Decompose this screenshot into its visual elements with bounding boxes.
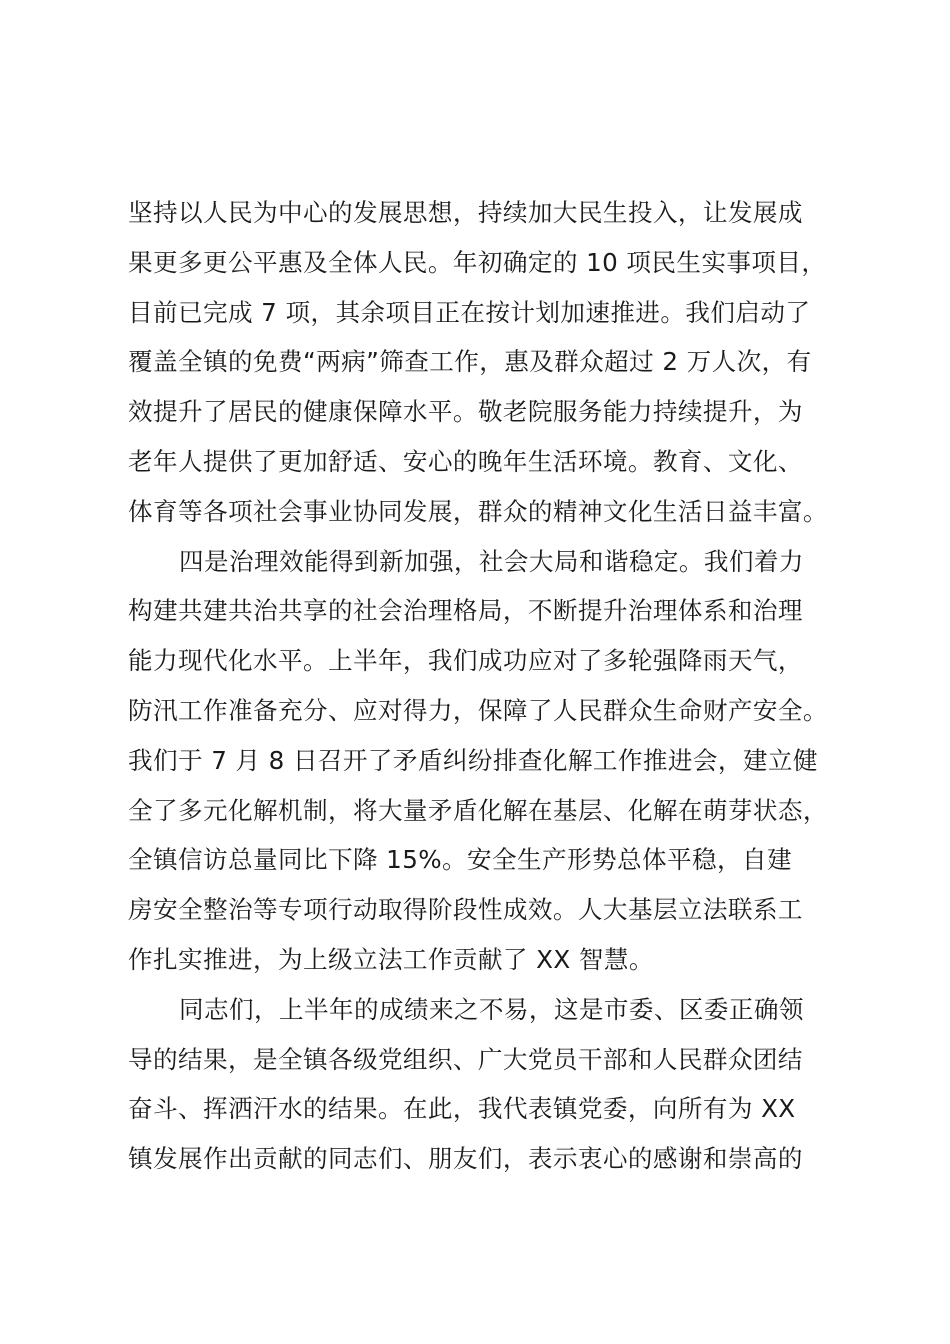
paragraph-gratitude	[128, 985, 848, 1184]
text-line: 镇发展作出贡献的同志们、朋友们，表示衷心的感谢和崇高的	[128, 1144, 803, 1174]
text-line: 构建共建共治共享的社会治理格局，不断提升治理体系和治理	[128, 596, 803, 626]
text-line: 导的结果，是全镇各级党组织、广大党员干部和人民群众团结	[128, 1044, 803, 1074]
text-line: 全了多元化解机制，将大量矛盾化解在基层、化解在萌芽状态，	[128, 795, 828, 825]
paragraph-governance	[128, 537, 848, 985]
text-line: 奋斗、挥洒汗水的结果。在此，我代表镇党委，向所有为 XX	[128, 1094, 796, 1124]
text-line: 能力现代化水平。上半年，我们成功应对了多轮强降雨天气，	[128, 646, 803, 676]
text-line: 全镇信访总量同比下降 15%。安全生产形势总体平稳，自建	[128, 845, 792, 875]
text-line: 覆盖全镇的免费“两病”筛查工作，惠及群众超过 2 万人次，有	[128, 347, 812, 377]
text-line: 体育等各项社会事业协同发展，群众的精神文化生活日益丰富。	[128, 496, 828, 526]
text-line: 房安全整治等专项行动取得阶段性成效。人大基层立法联系工	[128, 895, 803, 925]
document-body	[128, 188, 848, 1184]
text-line-first: 同志们，上半年的成绩来之不易，这是市委、区委正确领	[179, 994, 804, 1024]
text-line: 老年人提供了更加舒适、安心的晚年生活环境。教育、文化、	[128, 446, 803, 476]
text-line: 防汛工作准备充分、应对得力，保障了人民群众生命财产安全。	[128, 695, 828, 725]
text-line: 作扎实推进，为上级立法工作贡献了 XX 智慧。	[128, 944, 654, 974]
text-line: 目前已完成 7 项，其余项目正在按计划加速推进。我们启动了	[128, 297, 811, 327]
text-line: 果更多更公平惠及全体人民。年初确定的 10 项民生实事项目，	[128, 247, 827, 277]
text-line-first: 四是治理效能得到新加强，社会大局和谐稳定。我们着力	[179, 546, 804, 576]
text-line: 我们于 7 月 8 日召开了矛盾纠纷排查化解工作推进会，建立健	[128, 745, 818, 775]
paragraph-livelihood	[128, 188, 848, 537]
text-line: 效提升了居民的健康保障水平。敬老院服务能力持续提升，为	[128, 397, 803, 427]
text-line: 坚持以人民为中心的发展思想，持续加大民生投入，让发展成	[128, 198, 803, 227]
